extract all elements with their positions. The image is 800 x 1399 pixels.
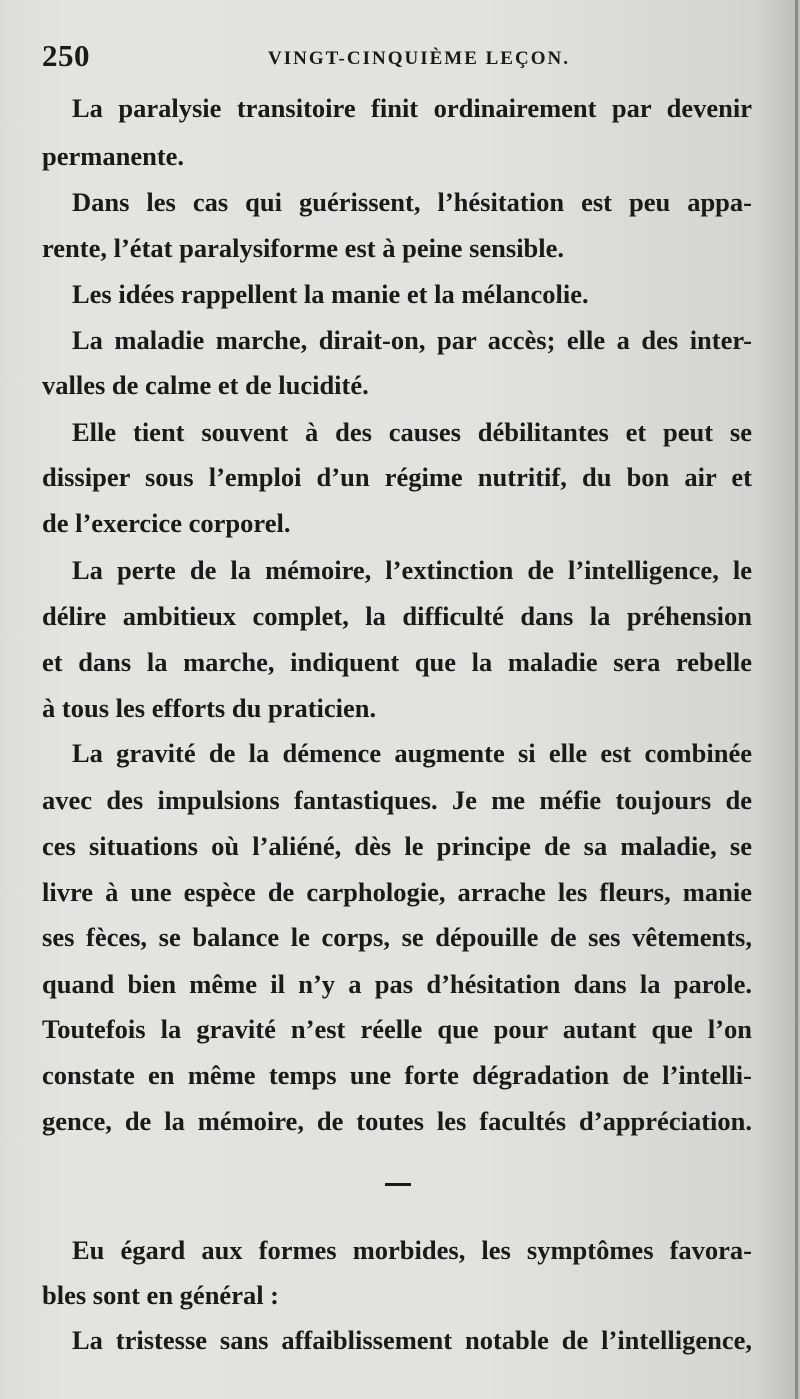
- text-line: gence, de la mémoire, de toutes les facultés d’appréciation.: [42, 1106, 752, 1136]
- text-line: dissiper sous l’emploi d’un régime nutritif, du bon air et: [42, 462, 752, 492]
- text-line: Eu égard aux formes morbides, les symptômes favora-: [72, 1235, 752, 1265]
- page-edge: [795, 0, 798, 1399]
- text-line: à tous les efforts du praticien.: [42, 693, 377, 723]
- text-line: permanente.: [42, 141, 185, 171]
- text-line: et dans la marche, indiquent que la maladie sera rebelle: [42, 647, 752, 677]
- section-separator: [385, 1183, 411, 1186]
- text-line: rente, l’état paralysiforme est à peine sensible.: [42, 233, 565, 263]
- text-line: Elle tient souvent à des causes débilitantes et peut se: [72, 417, 752, 447]
- text-line: Les idées rappellent la manie et la mélancolie.: [72, 279, 589, 309]
- text-line: La perte de la mémoire, l’extinction de l’intelligence, le: [72, 555, 752, 585]
- text-line: bles sont en général :: [42, 1280, 280, 1310]
- page-header: [42, 38, 762, 78]
- text-line: La paralysie transitoire finit ordinairement par devenir: [72, 93, 752, 123]
- page-number: 250: [42, 38, 90, 73]
- text-line: Dans les cas qui guérissent, l’hésitation est peu appa-: [72, 187, 752, 217]
- running-title: VINGT-CINQUIÈME LEÇON.: [268, 48, 570, 69]
- text-line: délire ambitieux complet, la difficulté dans la préhension: [42, 601, 752, 631]
- text-line: quand bien même il n’y a pas d’hésitation dans la parole.: [42, 969, 752, 999]
- text-line: La maladie marche, dirait-on, par accès; elle a des inter-: [72, 325, 752, 355]
- text-line: valles de calme et de lucidité.: [42, 370, 369, 400]
- text-line: La tristesse sans affaiblissement notable de l’intelligence,: [72, 1325, 752, 1355]
- text-line: Toutefois la gravité n’est réelle que pour autant que l’on: [42, 1014, 752, 1044]
- text-line: avec des impulsions fantastiques. Je me méfie toujours de: [42, 785, 752, 815]
- text-line: ces situations où l’aliéné, dès le principe de sa maladie, se: [42, 831, 752, 861]
- text-line: constate en même temps une forte dégradation de l’intelli-: [42, 1060, 752, 1090]
- text-line: de l’exercice corporel.: [42, 508, 291, 538]
- text-line: livre à une espèce de carphologie, arrache les fleurs, manie: [42, 877, 752, 907]
- text-line: La gravité de la démence augmente si elle est combinée: [72, 738, 752, 768]
- text-line: ses fèces, se balance le corps, se dépouille de ses vêtements,: [42, 922, 752, 952]
